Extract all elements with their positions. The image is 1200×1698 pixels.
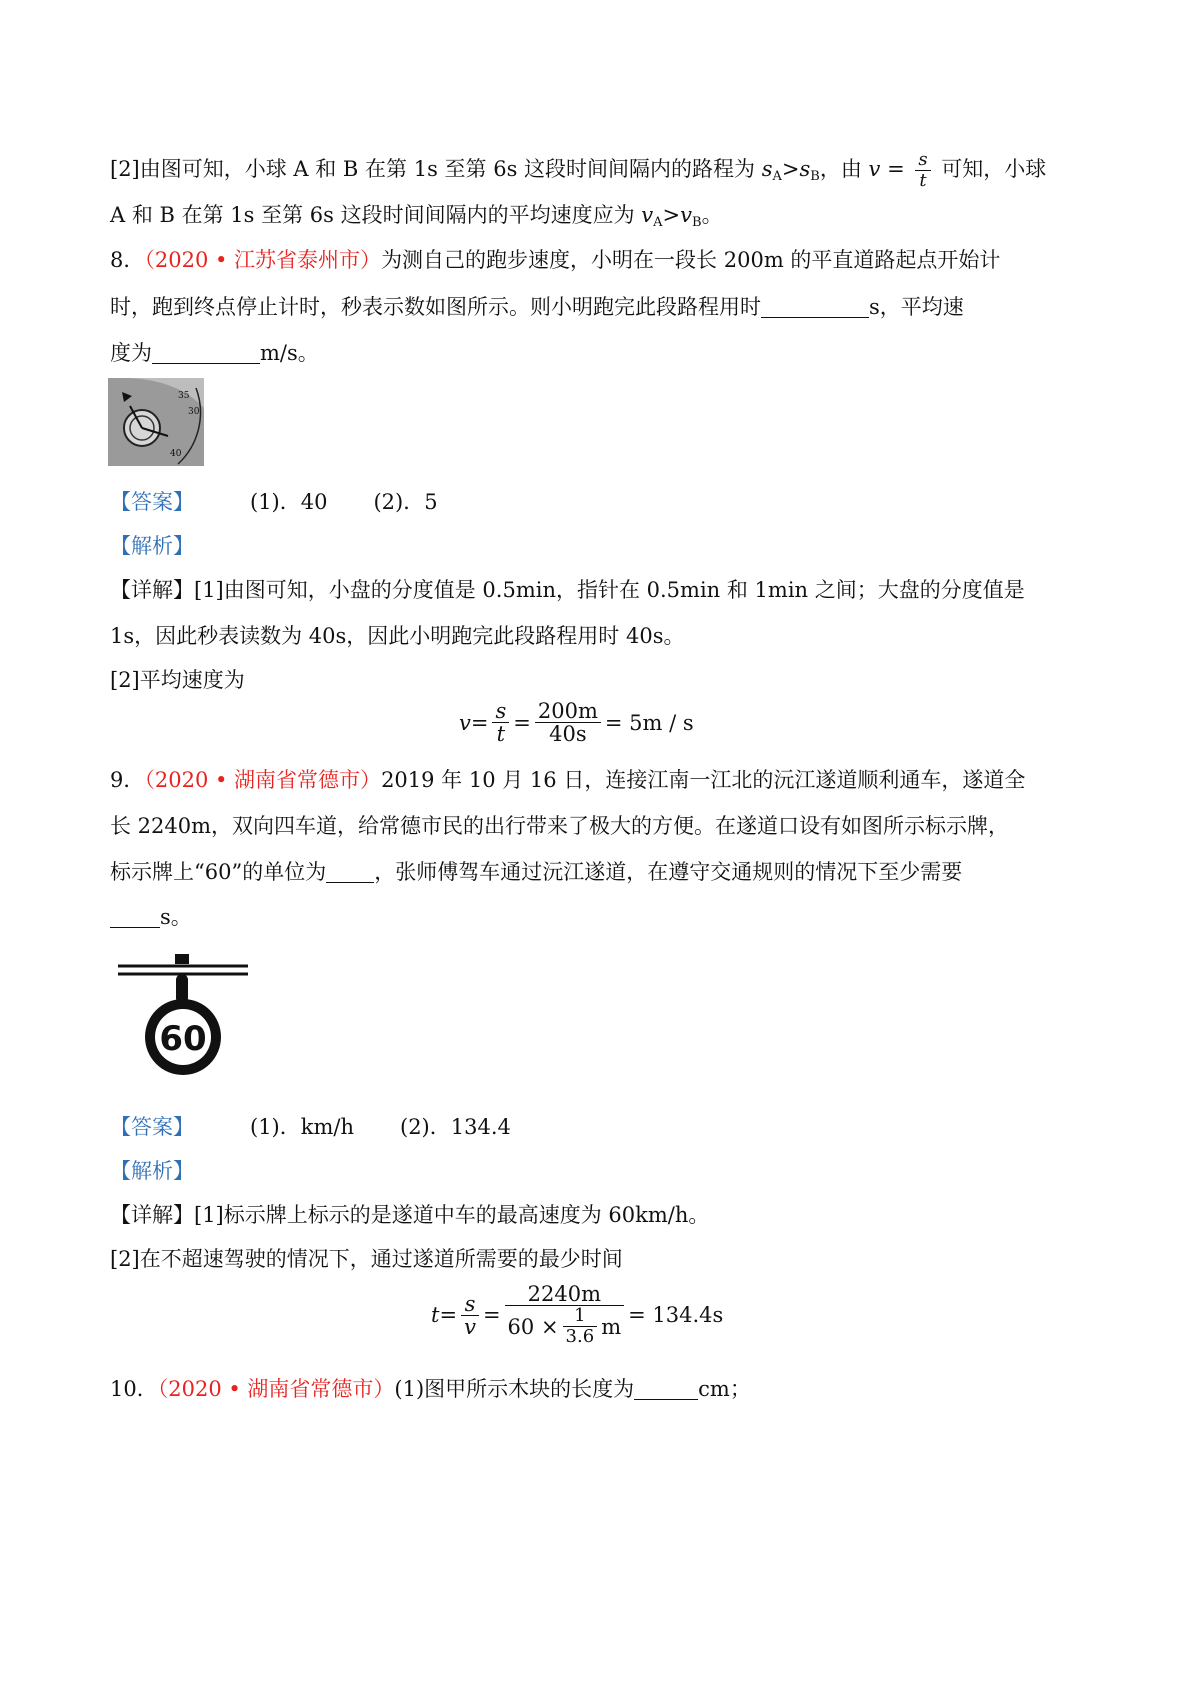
fraction-1-over-3-6: $\frac{1}{3.6}$ [563, 1306, 598, 1347]
question-number: 10． [110, 1377, 158, 1401]
q10-line-1: 10．（2020 • 湖南省常德市）(1)图甲所示木块的长度为 cm； [110, 1377, 751, 1401]
dial-label: 40 [170, 449, 182, 459]
speed-limit-sign [118, 950, 250, 1080]
sign-number: 60 [159, 1019, 207, 1059]
q9-line-2: 长 2240m，双向四车道，给常德市民的出行带来了极大的方便。在遂道口设有如图所示标示牌， [110, 814, 1010, 838]
fraction-s-over-v: $\frac{s}{v}$ [461, 1293, 479, 1338]
q8-line-1: 8．（2020 • 江苏省泰州市）为测自己的跑步速度，小明在一段长 200m 的平直道路起点开始计 [110, 248, 1001, 272]
dial-label: 35 [178, 391, 190, 401]
detail-tag: 【详解】 [110, 1203, 194, 1227]
q9-detail-1: 【详解】[1]标示牌上标示的是遂道中车的最高速度为 60km/h。 [110, 1203, 710, 1227]
question-number: 8． [110, 248, 145, 272]
q9-answer: 【答案】 (1)．km/h (2)．134.4 [110, 1115, 511, 1139]
fraction-s-over-t: $\frac{s}{t}$ [915, 150, 930, 191]
answer-blank [326, 860, 374, 883]
answer-blank [152, 341, 260, 364]
q8-detail-3: [2]平均速度为 [110, 668, 245, 692]
q8-line-2: 时，跑到终点停止计时，秒表示数如图所示。则小明跑完此段路程用时 s，平均速 [110, 295, 964, 319]
answer-tag: 【答案】 [110, 490, 194, 514]
q8-formula: v = $\frac{s}{t}$ = $\frac{200m}{40s}$ = 5m / s [459, 699, 694, 746]
answer-blank [761, 295, 869, 318]
question-source: （2020 • 湖南省常德市） [157, 1377, 395, 1401]
q8-detail-2: 1s，因此秒表读数为 40s，因此小明跑完此段路程用时 40s。 [110, 624, 685, 648]
answer-blank [110, 905, 160, 928]
q8-line-3: 度为 m/s。 [110, 341, 319, 365]
q9-formula: t = $\frac{s}{v}$ = 2240m 60 × $\frac{1}{3.6}$ m = 134.4s [431, 1282, 724, 1347]
q9-line-4: s。 [110, 902, 192, 932]
analysis-tag: 【解析】 [110, 534, 194, 558]
q8-answer: 【答案】 (1)．40 (2)．5 [110, 490, 438, 514]
q9-analysis [110, 1156, 194, 1186]
fraction-s-over-t: $\frac{s}{t}$ [492, 700, 509, 745]
q9-line-3: 标示牌上“60”的单位为 ，张师傅驾车通过沅江遂道，在遵守交通规则的情况下至少需要 [110, 860, 963, 884]
question-source: （2020 • 湖南省常德市） [144, 768, 382, 792]
q9-line-1: 9．（2020 • 湖南省常德市）2019 年 10 月 16 日，连接江南一江北的沅江遂道顺利通车，遂道全 [110, 768, 1026, 792]
question-number: 9． [110, 768, 145, 792]
fraction-200m-over-40s: $\frac{200m}{40s}$ [535, 700, 601, 745]
q9-detail-2: [2]在不超速驾驶的情况下，通过遂道所需要的最少时间 [110, 1247, 623, 1271]
dial-label: 30 [188, 407, 200, 417]
stopwatch-dial-image [108, 378, 204, 466]
answer-tag: 【答案】 [110, 1115, 194, 1139]
prev-line-1: [2]由图可知，小球 A 和 B 在第 1s 至第 6s 这段时间间隔内的路程为 $s_A>s_B$，由 v = $\frac{s}{t}$ 可知，小球 [110, 149, 1047, 191]
fraction-2240m-over-speed: 2240m 60 × $\frac{1}{3.6}$ m [505, 1283, 625, 1347]
analysis-tag: 【解析】 [110, 1159, 194, 1183]
q8-analysis [110, 531, 194, 561]
speed-limit-sign-figure [118, 950, 250, 1080]
detail-tag: 【详解】 [110, 578, 194, 602]
q8-detail-1: 【详解】[1]由图可知，小盘的分度值是 0.5min，指针在 0.5min 和 1min 之间；大盘的分度值是 [110, 578, 1025, 602]
prev-line-2: A 和 B 在第 1s 至第 6s 这段时间间隔内的平均速度应为 $v_A>v_B$。 [110, 203, 723, 230]
question-source: （2020 • 江苏省泰州市） [144, 248, 382, 272]
answer-blank [634, 1377, 698, 1400]
stopwatch-figure [108, 378, 204, 466]
